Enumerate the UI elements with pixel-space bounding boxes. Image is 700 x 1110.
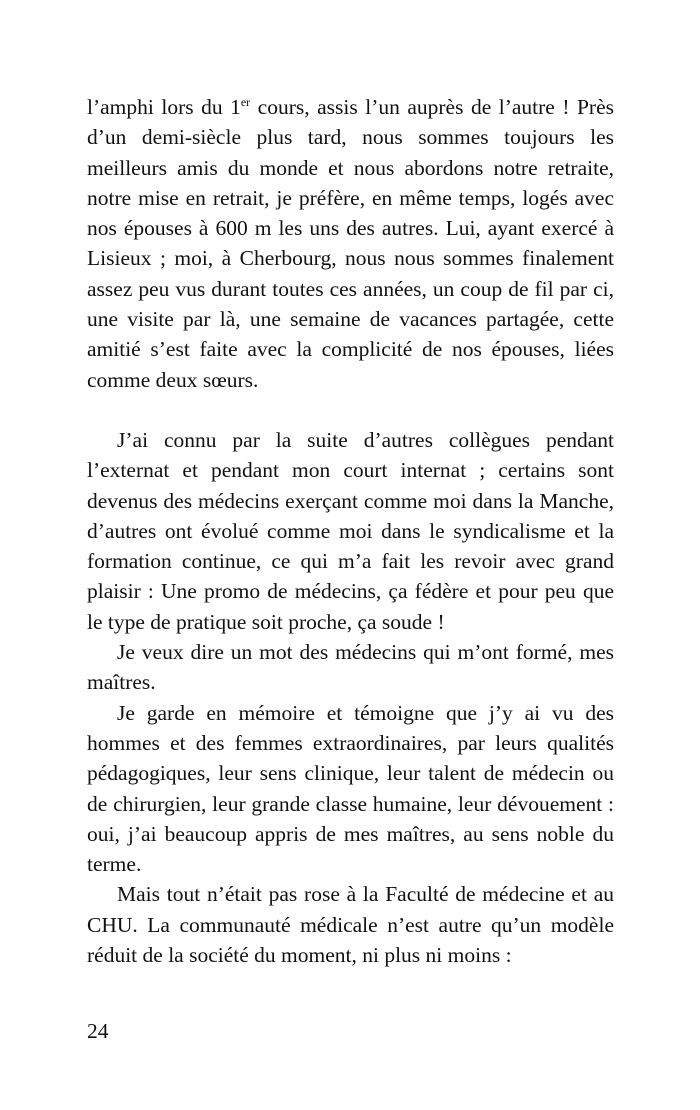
ordinal-superscript: er xyxy=(240,95,251,109)
page-number: 24 xyxy=(87,1019,109,1043)
paragraph-memory: Je garde en mémoire et témoigne que j’y ai vu des hommes et des femmes extraordinaires, par leurs qualités pédagogiques, leur sens clinique, leur talent de médecin ou de chirurgien, leur grande classe humaine, leur dévouement : oui, j’ai beaucoup appris de mes maîtres, au sens noble du terme. xyxy=(87,700,614,877)
paragraph-faculty: Mais tout n’était pas rose à la Faculté de médecine et au CHU. La communauté médicale n’est autre qu’un modèle réduit de la société du moment, ni plus ni moins : xyxy=(87,882,614,968)
paragraph-continuation xyxy=(87,92,614,395)
paragraph-text-start: l’amphi lors du 1 xyxy=(87,95,241,119)
paragraph-masters-intro: Je veux dire un mot des médecins qui m’ont formé, mes maîtres. xyxy=(87,640,614,695)
paragraph-colleagues: J’ai connu par la suite d’autres collègues pendant l’externat et pendant mon court internat ; certains sont devenus des médecins exerçant comme moi dans la Manche, d’autres ont évolué comme moi dans le syndicalisme et la formation continue, ce qui m’a fait les revoir avec grand plaisir : Une promo de médecins, ça fédère et pour peu que le type de pratique soit proche, ça soude ! xyxy=(87,427,614,634)
book-page-body xyxy=(87,92,614,970)
paragraph-spacer xyxy=(87,395,614,425)
paragraph-text-end: cours, assis l’un auprès de l’autre ! Près d’un demi-siècle plus tard, nous sommes toujours les meilleurs amis du monde et nous abordons notre retraite, notre mise en retrait, je préfère, en même temps, logés avec nos épouses à 600 m les uns des autres. Lui, ayant exercé à Lisieux ; moi, à Cherbourg, nous nous sommes finalement assez peu vus durant toutes ces années, un coup de fil par ci, une visite par là, une semaine de vacances partagée, cette amitié s’est faite avec la complicité de nos épouses, liées comme deux sœurs. xyxy=(87,95,615,392)
